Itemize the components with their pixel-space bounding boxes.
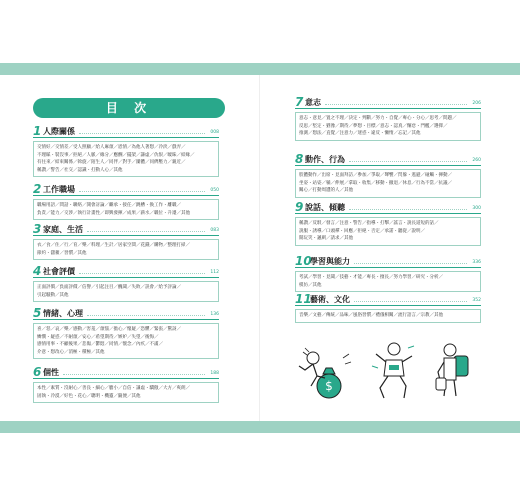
chapter-page-number: 188 <box>210 371 219 376</box>
chapter-heading[interactable] <box>33 182 219 196</box>
term-line: 關心／打動周遭的人／其他 <box>299 188 353 193</box>
chapter-heading[interactable] <box>33 124 219 138</box>
chapter-3 <box>33 222 219 260</box>
leader-dots <box>87 231 205 232</box>
chapter-terms-box <box>295 169 481 198</box>
chapter-number: 5 <box>33 306 42 320</box>
chapter-name: 工作職場 <box>43 185 75 194</box>
term-line: 固執・冷漠／好色・花心／聰明・機靈／隨便／其他 <box>37 393 141 399</box>
chapter-page-number: 083 <box>210 228 219 233</box>
term-line: 稱讚／警告／社交／認識・打動人心／其他 <box>37 167 123 173</box>
chapter-heading[interactable] <box>33 264 219 278</box>
term-line: 正面評價／負面評價／信譽／引起注目／醜聞／失敗／誤會／給予評論／ <box>37 285 181 290</box>
chapter-number: 6 <box>33 365 42 379</box>
chapter-number: 11 <box>295 292 312 306</box>
chapter-name: 家庭、生活 <box>43 225 83 234</box>
chapter-page-number: 336 <box>472 260 481 265</box>
chapter-heading[interactable] <box>295 200 481 214</box>
chapter-number: 3 <box>33 222 42 236</box>
term-line: 節約・儲蓄／習慣／其他 <box>37 250 87 256</box>
runner-icon <box>370 340 416 402</box>
chapter-terms-box <box>33 141 219 177</box>
term-line: 交情好／交情差／受人照顧／給人麻煩／恩情／為他人著想／冷淡／戲弄／ <box>37 145 186 150</box>
backpacker-icon <box>432 340 476 402</box>
chapter-page-number: 260 <box>472 158 481 163</box>
chapter-terms-box <box>295 112 481 141</box>
term-line: 負責／能力／交涉／執行計畫性／即興發揮／成果／薪水／職位・升遷／其他 <box>37 210 190 216</box>
chapter-11 <box>295 292 481 323</box>
term-line: 肢體動作／出席・見面拜訪／參加／爭取／聲響／閃躲・逃避／碰觸・揮動／ <box>299 173 452 178</box>
chapter-number: 10 <box>295 254 312 268</box>
chapter-2 <box>33 182 219 220</box>
leader-dots <box>79 191 205 192</box>
chapter-heading[interactable] <box>295 254 481 268</box>
chapter-terms-box <box>33 382 219 403</box>
chapter-name: 學習與能力 <box>310 257 350 266</box>
chapter-name: 動作、行為 <box>305 155 345 164</box>
svg-text:$: $ <box>325 379 333 393</box>
chapter-terms-box <box>295 217 481 246</box>
leader-dots <box>79 273 205 274</box>
term-line: 憐憫・疑惑／不耐煩／安心／希望期待／嫉妒／失望／後悔／ <box>37 334 159 340</box>
term-line: 有往來／結束關係／斡旋／陌生人／同伴／對手／團體／同儕壓力／親近／ <box>37 160 186 165</box>
chapter-name: 情緒、心理 <box>43 309 83 318</box>
term-line: 介意・想改心／消極・積極／其他 <box>37 349 105 355</box>
chapter-page-number: 206 <box>472 101 481 106</box>
chapter-terms-box <box>295 309 481 323</box>
chapter-heading[interactable] <box>295 152 481 166</box>
chapter-heading[interactable] <box>295 292 481 306</box>
chapter-terms-box <box>33 323 219 359</box>
chapter-1 <box>33 124 219 177</box>
chapter-heading[interactable] <box>33 222 219 236</box>
chapter-8 <box>295 152 481 198</box>
term-line: 職場用語／問話・聯絡／開會討論／繼承・接任／跳槽・換工作・離職／ <box>37 203 181 208</box>
chapter-4 <box>33 264 219 302</box>
leader-dots <box>87 315 205 316</box>
chapter-name: 社會評價 <box>43 267 75 276</box>
chapter-heading[interactable] <box>33 306 219 320</box>
chapter-page-number: 300 <box>472 206 481 211</box>
chapter-6 <box>33 365 219 403</box>
term-line: 喜／怒／哀／樂／感動／害羞／煩惱／擔心／懷疑／恐懼／緊張／驚訝／ <box>37 327 181 332</box>
toc-title: 目 次 <box>33 98 225 118</box>
chapter-5 <box>33 306 219 359</box>
chapter-number: 2 <box>33 182 42 196</box>
term-line: 考試／學習・見聞／技藝・才能／專長・擅長／努力學習／研究・分析／ <box>299 275 443 280</box>
term-line: 本性／素質・沒耐心／善良・細心／膽小／自信・謙虛・驕傲／大方／爽朗／ <box>37 386 190 391</box>
term-line: 衣／食／住／行／育／樂／料理／生計／居家空間／花錢／購物／整理打掃／ <box>37 243 190 248</box>
bottom-color-band <box>0 421 520 433</box>
chapter-terms-box <box>33 239 219 260</box>
term-line: 反思／堅定・猶豫／期待／夢想・目標／意志・認真／懈怠・門檻／選擇／ <box>299 123 448 129</box>
chapter-9 <box>295 200 481 246</box>
chapter-name: 個性 <box>43 368 59 377</box>
term-line: 感情用事・不顧後果／悲傷／鬱悶／同情／懷念／內疚／不滿／ <box>37 342 163 347</box>
leader-dots <box>354 301 467 302</box>
term-line: 意志・意見／置之不理／決定・判斷／努力・自覺／專心・分心／思考／問題／ <box>299 116 457 121</box>
leader-dots <box>349 209 467 210</box>
chapter-page-number: 136 <box>210 312 219 317</box>
chapter-name: 人際關係 <box>43 127 75 136</box>
term-line: 不理睬・裝沒事／拒絕／人脈／緣分／應酬／擺架／謙虛／仇恨／曖昧／結緣／ <box>37 152 195 158</box>
leader-dots <box>63 374 205 375</box>
chapter-number: 4 <box>33 264 42 278</box>
chapter-number: 8 <box>295 152 304 166</box>
chapter-name: 說話、傾聽 <box>305 203 345 212</box>
chapter-page-number: 050 <box>210 188 219 193</box>
top-color-band <box>0 63 520 75</box>
chapter-name: 藝術、文化 <box>310 295 350 304</box>
leader-dots <box>325 104 467 105</box>
leader-dots <box>79 133 205 134</box>
chapter-heading[interactable] <box>33 365 219 379</box>
chapter-10 <box>295 254 481 292</box>
chapter-number: 9 <box>295 200 304 214</box>
chapter-terms-box <box>33 281 219 302</box>
chapter-number: 1 <box>33 124 42 138</box>
chapter-name: 意志 <box>305 98 321 107</box>
term-line: 稱讚／反駁／發言／注意・警告／指導・打擊／謠言・說長道短的話／ <box>299 221 439 226</box>
term-line: 推測／想法／直覺／注意力／迷惑・違反・懶惰／忘記／其他 <box>299 131 421 136</box>
book-spine <box>259 75 260 421</box>
chapter-number: 7 <box>295 95 304 109</box>
term-line: 開玩笑・諷刺／請求／其他 <box>299 236 353 241</box>
chapter-heading[interactable] <box>295 95 481 109</box>
chapter-7 <box>295 95 481 141</box>
term-line: 音樂／文藝／傳統／品味／風俗習慣／禮儀相關／流行語言／宗教／其他 <box>299 313 443 318</box>
term-line: 引起騷動／其他 <box>37 292 69 298</box>
leader-dots <box>349 161 467 162</box>
term-line: 模仿／其他 <box>299 282 322 288</box>
chapter-page-number: 352 <box>472 298 481 303</box>
term-line: 坐姿・站姿／躺／伸展／拿取・收集／移動・撤退／休息／行為不當／抗議／ <box>299 180 452 186</box>
chapter-page-number: 008 <box>210 130 219 135</box>
leader-dots <box>354 263 467 264</box>
chapter-page-number: 112 <box>210 270 219 275</box>
money-bag-runner-icon <box>297 340 359 402</box>
term-line: 說服・誘導／口頭禪・回應／拒絕・否定／承諾・聽從／說明／ <box>299 228 425 234</box>
chapter-terms-box <box>33 199 219 220</box>
chapter-terms-box <box>295 271 481 292</box>
